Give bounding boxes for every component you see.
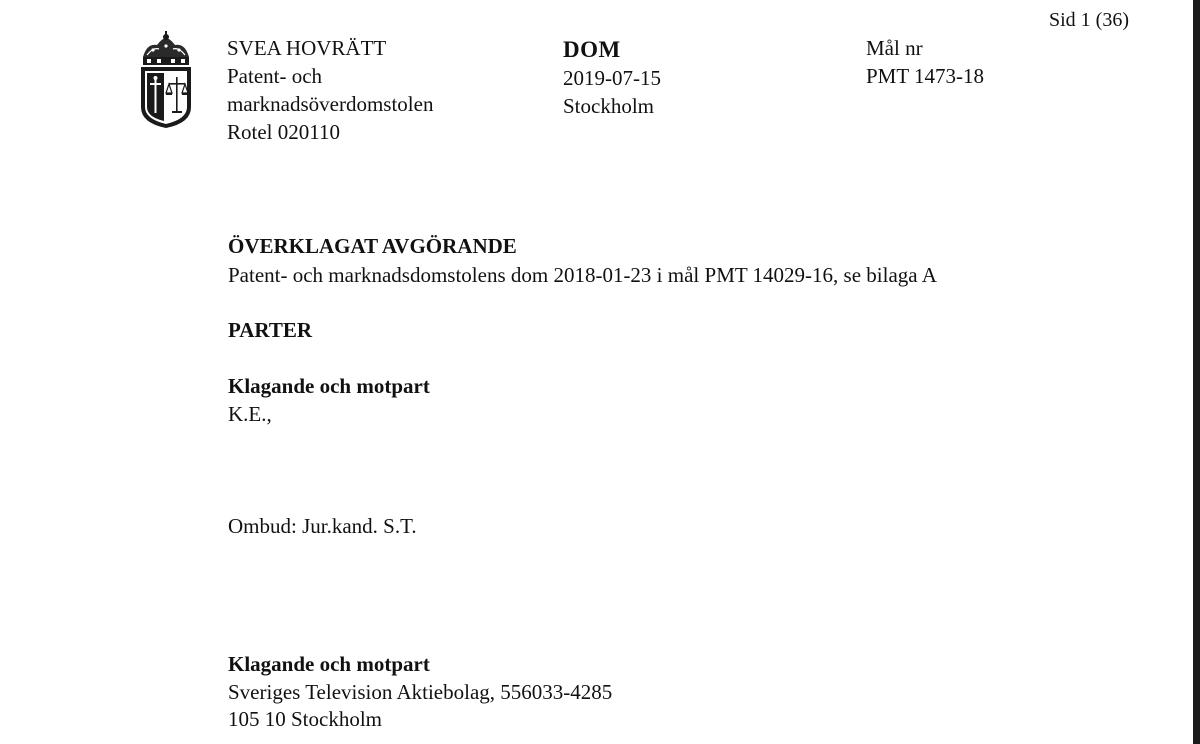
case-info bbox=[866, 34, 984, 90]
party-2-address: 105 10 Stockholm bbox=[228, 707, 383, 731]
parties-heading: PARTER bbox=[228, 318, 313, 342]
document-info bbox=[563, 35, 661, 120]
party-2-name: Sveriges Television Aktiebolag, 556033-4285 bbox=[228, 680, 613, 704]
appealed-decision-text: Patent- och marknadsdomstolens dom 2018-01-23 i mål PMT 14029-16, se bilaga A bbox=[228, 263, 937, 287]
court-division-line-2: marknadsöverdomstolen bbox=[227, 92, 434, 116]
court-crest-icon bbox=[133, 31, 199, 129]
document-place: Stockholm bbox=[563, 94, 655, 118]
page-edge-rule bbox=[1193, 0, 1200, 744]
page-number: Sid 1 (36) bbox=[1049, 9, 1129, 31]
party-2-role: Klagande och motpart bbox=[228, 652, 430, 676]
party-1-name: K.E., bbox=[228, 402, 272, 426]
party-1-role: Klagande och motpart bbox=[228, 374, 430, 398]
document-date: 2019-07-15 bbox=[563, 66, 661, 90]
case-number-label: Mål nr bbox=[866, 36, 923, 60]
court-name: SVEA HOVRÄTT bbox=[227, 36, 387, 60]
court-identity bbox=[227, 34, 433, 146]
party-1-counsel: Ombud: Jur.kand. S.T. bbox=[228, 514, 417, 538]
court-division-line-1: Patent- och bbox=[227, 64, 323, 88]
court-rotel: Rotel 020110 bbox=[227, 120, 340, 144]
document-type: DOM bbox=[563, 37, 621, 62]
appealed-decision-heading: ÖVERKLAGAT AVGÖRANDE bbox=[228, 234, 517, 258]
case-number: PMT 1473-18 bbox=[866, 64, 985, 88]
